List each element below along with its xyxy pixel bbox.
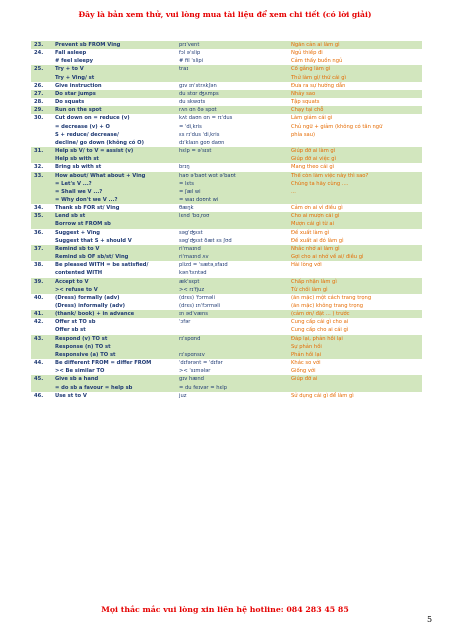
table-row bbox=[31, 343, 422, 351]
pronunciation: rɪˈspɑnd bbox=[177, 335, 289, 343]
row-number: 45. bbox=[31, 375, 53, 383]
row-number bbox=[31, 220, 53, 228]
english-phrase: (Dress) formally (adv) bbox=[53, 294, 177, 302]
english-phrase: Thank sb FOR st/ Ving bbox=[53, 204, 177, 212]
vietnamese-meaning: Mượn cái gì từ ai bbox=[289, 220, 422, 228]
row-number bbox=[31, 74, 53, 82]
row-number: 31. bbox=[31, 147, 53, 155]
english-phrase: Accept to V bbox=[53, 278, 177, 286]
row-number: 24. bbox=[31, 49, 53, 57]
vietnamese-meaning: Cung cấp cái gì cho ai bbox=[289, 318, 422, 326]
row-number bbox=[31, 139, 53, 147]
vietnamese-meaning: Chủ ngữ + giảm (không có tân ngữ bbox=[289, 123, 422, 131]
row-number: 25. bbox=[31, 65, 53, 73]
table-row bbox=[31, 188, 422, 196]
table-row bbox=[31, 57, 422, 65]
table-row bbox=[31, 261, 422, 269]
pronunciation: θæŋk bbox=[177, 204, 289, 212]
row-number: 35. bbox=[31, 212, 53, 220]
table-row bbox=[31, 269, 422, 277]
pronunciation: ˈɔfər bbox=[177, 318, 289, 326]
vietnamese-meaning: Đề xuất làm gì bbox=[289, 229, 422, 237]
row-number bbox=[31, 384, 53, 392]
vietnamese-meaning: Cảm ơn ai vì điều gì bbox=[289, 204, 422, 212]
row-number: 28. bbox=[31, 98, 53, 106]
english-phrase: Remind sb to V bbox=[53, 245, 177, 253]
table-row bbox=[31, 375, 422, 383]
english-phrase: Bring sb with st bbox=[53, 163, 177, 171]
page-number: 5 bbox=[427, 615, 433, 624]
table-row bbox=[31, 65, 422, 73]
vietnamese-meaning bbox=[289, 196, 422, 204]
row-number: 32. bbox=[31, 163, 53, 171]
table-row bbox=[31, 74, 422, 82]
table-row bbox=[31, 139, 422, 147]
row-number: 44. bbox=[31, 359, 53, 367]
table-row bbox=[31, 294, 422, 302]
pronunciation: (drɛs) ˈfɔrməli bbox=[177, 294, 289, 302]
vietnamese-meaning: Từ chối làm gì bbox=[289, 286, 422, 294]
vietnamese-meaning: Cho ai mượn cái gì bbox=[289, 212, 422, 220]
vietnamese-meaning: Sử dụng cái gì để làm gì bbox=[289, 392, 422, 400]
english-phrase: contented WITH bbox=[53, 269, 177, 277]
table-row bbox=[31, 147, 422, 155]
vietnamese-meaning: Giúp đỡ ai việc gì bbox=[289, 155, 422, 163]
pronunciation bbox=[177, 220, 289, 228]
row-number bbox=[31, 269, 53, 277]
english-phrase: # feel sleepy bbox=[53, 57, 177, 65]
row-number: 39. bbox=[31, 278, 53, 286]
row-number bbox=[31, 196, 53, 204]
table-row bbox=[31, 204, 422, 212]
english-phrase: (thank/ book) + in advance bbox=[53, 310, 177, 318]
row-number bbox=[31, 302, 53, 310]
table-row bbox=[31, 114, 422, 122]
row-number bbox=[31, 131, 53, 139]
pronunciation: = lɛts bbox=[177, 180, 289, 188]
row-number: 29. bbox=[31, 106, 53, 114]
table-row bbox=[31, 335, 422, 343]
pronunciation: prɪˈvent bbox=[177, 41, 289, 49]
vietnamese-meaning: Giúp đỡ ai làm gì bbox=[289, 147, 422, 155]
english-phrase: Remind sb OF sb/st/ Ving bbox=[53, 253, 177, 261]
table-row bbox=[31, 237, 422, 245]
vietnamese-meaning: Ngủ thiếp đi bbox=[289, 49, 422, 57]
vietnamese-meaning: Cung cấp cho ai cái gì bbox=[289, 326, 422, 334]
table-row bbox=[31, 351, 422, 359]
vietnamese-meaning: Tập squats bbox=[289, 98, 422, 106]
pronunciation: ækˈsɛpt bbox=[177, 278, 289, 286]
vietnamese-meaning: Giống với bbox=[289, 367, 422, 375]
pronunciation: juz bbox=[177, 392, 289, 400]
english-phrase: >< refuse to V bbox=[53, 286, 177, 294]
table-row bbox=[31, 123, 422, 131]
pronunciation: səgˈʤɛst ðæt ɛs ʃʊd bbox=[177, 237, 289, 245]
english-phrase: = Why don't we V ...? bbox=[53, 196, 177, 204]
english-phrase: Suggest that S + should V bbox=[53, 237, 177, 245]
pronunciation: haʊ əˈbaʊt wɑt əˈbaʊt bbox=[177, 172, 289, 180]
vocabulary-table bbox=[31, 41, 422, 400]
vietnamese-meaning: Cố gắng làm gì bbox=[289, 65, 422, 73]
table-row bbox=[31, 302, 422, 310]
vietnamese-meaning: Làm giảm cái gì bbox=[289, 114, 422, 122]
table-row bbox=[31, 90, 422, 98]
row-number bbox=[31, 367, 53, 375]
pronunciation: = ʃæl wi bbox=[177, 188, 289, 196]
table-row bbox=[31, 155, 422, 163]
english-phrase: = decrease (v) + O bbox=[53, 123, 177, 131]
english-phrase: Offer sb st bbox=[53, 326, 177, 334]
vietnamese-meaning: Nhảy sao bbox=[289, 90, 422, 98]
english-phrase: Fall asleep bbox=[53, 49, 177, 57]
row-number: 46. bbox=[31, 392, 53, 400]
table-row bbox=[31, 106, 422, 114]
english-phrase: Do star jumps bbox=[53, 90, 177, 98]
table-row bbox=[31, 41, 422, 49]
row-number: 40. bbox=[31, 294, 53, 302]
table-row bbox=[31, 278, 422, 286]
vietnamese-meaning: Sự phản hồi bbox=[289, 343, 422, 351]
table-row bbox=[31, 229, 422, 237]
table-row bbox=[31, 49, 422, 57]
row-number: 43. bbox=[31, 335, 53, 343]
vietnamese-meaning: Đáp lại, phản hồi lại bbox=[289, 335, 422, 343]
english-phrase: Responsive (a) TO st bbox=[53, 351, 177, 359]
vietnamese-meaning: Hài lòng với bbox=[289, 261, 422, 269]
pronunciation: dɪˈklaɪn goʊ daʊn bbox=[177, 139, 289, 147]
pronunciation: kənˈtɛntəd bbox=[177, 269, 289, 277]
pronunciation: kʌt daʊn ɑn = rɪˈdus bbox=[177, 114, 289, 122]
pronunciation: gɪv hænd bbox=[177, 375, 289, 383]
preview-notice: Đây là bản xem thử, vui lòng mua tài liệu để xem chi tiết (có lời giải) bbox=[78, 10, 372, 19]
vietnamese-meaning: Đưa ra sự hướng dẫn bbox=[289, 82, 422, 90]
english-phrase: Run on the spot bbox=[53, 106, 177, 114]
table-row bbox=[31, 318, 422, 326]
hotline-footer: Mọi thắc mắc vui lòng xin liên hệ hotline: 084 283 45 85 bbox=[101, 605, 349, 614]
english-phrase: Respond (v) TO st bbox=[53, 335, 177, 343]
english-phrase: = Shall we V ...? bbox=[53, 188, 177, 196]
table-row bbox=[31, 196, 422, 204]
vietnamese-meaning: Nhắc nhở ai làm gì bbox=[289, 245, 422, 253]
vietnamese-meaning: Phản hồi lại bbox=[289, 351, 422, 359]
vietnamese-meaning: Giúp đỡ ai bbox=[289, 375, 422, 383]
pronunciation: ɪn ədˈvæns bbox=[177, 310, 289, 318]
english-phrase: Offer st TO sb bbox=[53, 318, 177, 326]
row-number: 37. bbox=[31, 245, 53, 253]
english-phrase: Cut down on = reduce (v) bbox=[53, 114, 177, 122]
table-row bbox=[31, 163, 422, 171]
table-row bbox=[31, 310, 422, 318]
pronunciation: >< rɪˈfjuz bbox=[177, 286, 289, 294]
table-row bbox=[31, 245, 422, 253]
english-phrase: Suggest + Ving bbox=[53, 229, 177, 237]
english-phrase: = do sb a favour = help sb bbox=[53, 384, 177, 392]
english-phrase: = Let's V ...? bbox=[53, 180, 177, 188]
table-row bbox=[31, 359, 422, 367]
english-phrase: S + reduce/ decrease/ bbox=[53, 131, 177, 139]
row-number bbox=[31, 351, 53, 359]
english-phrase: Do squats bbox=[53, 98, 177, 106]
vietnamese-meaning: Chúng ta hãy cùng .... bbox=[289, 180, 422, 188]
pronunciation: brɪŋ bbox=[177, 163, 289, 171]
english-phrase: Be pleased WITH = be satisfied/ bbox=[53, 261, 177, 269]
table-row bbox=[31, 82, 422, 90]
table-row bbox=[31, 131, 422, 139]
pronunciation: riˈmaɪnd bbox=[177, 245, 289, 253]
table-row bbox=[31, 367, 422, 375]
english-phrase: Help sb with st bbox=[53, 155, 177, 163]
english-phrase: Borrow st FROM sb bbox=[53, 220, 177, 228]
row-number: 23. bbox=[31, 41, 53, 49]
row-number: 38. bbox=[31, 261, 53, 269]
pronunciation: riˈmaɪnd ʌv bbox=[177, 253, 289, 261]
vietnamese-meaning bbox=[289, 139, 422, 147]
table-row bbox=[31, 212, 422, 220]
row-number bbox=[31, 57, 53, 65]
pronunciation: >< ˈsɪmələr bbox=[177, 367, 289, 375]
row-number bbox=[31, 253, 53, 261]
vietnamese-meaning: Mang theo cái gì bbox=[289, 163, 422, 171]
vietnamese-meaning: Thế còn làm việc này thì sao? bbox=[289, 172, 422, 180]
pronunciation: ˈdɪfərənt = ˈdɪfər bbox=[177, 359, 289, 367]
pronunciation: du stɑr ʤʌmps bbox=[177, 90, 289, 98]
english-phrase: Try + Ving/ st bbox=[53, 74, 177, 82]
english-phrase: decline/ go down (không có O) bbox=[53, 139, 177, 147]
row-number: 33. bbox=[31, 172, 53, 180]
pronunciation: du skwɑts bbox=[177, 98, 289, 106]
row-number: 30. bbox=[31, 114, 53, 122]
pronunciation bbox=[177, 74, 289, 82]
english-phrase: Prevent sb FROM Ving bbox=[53, 41, 177, 49]
table-row bbox=[31, 392, 422, 400]
vietnamese-meaning: Đề xuất ai đó làm gì bbox=[289, 237, 422, 245]
pronunciation: = du feɪvər = hɛlp bbox=[177, 384, 289, 392]
english-phrase: Use st to V bbox=[53, 392, 177, 400]
row-number: 42. bbox=[31, 318, 53, 326]
pronunciation: rʌn ɑn ðə spɑt bbox=[177, 106, 289, 114]
pronunciation: (drɛs) ɪnˈfɔrməli bbox=[177, 302, 289, 310]
row-number bbox=[31, 188, 53, 196]
table-row bbox=[31, 286, 422, 294]
row-number bbox=[31, 326, 53, 334]
row-number bbox=[31, 286, 53, 294]
table-row bbox=[31, 220, 422, 228]
row-number bbox=[31, 123, 53, 131]
table-row bbox=[31, 253, 422, 261]
vietnamese-meaning: Chấp nhận làm gì bbox=[289, 278, 422, 286]
pronunciation: traɪ bbox=[177, 65, 289, 73]
pronunciation bbox=[177, 343, 289, 351]
pronunciation: plizd = ˈsætəˌsfaɪd bbox=[177, 261, 289, 269]
row-number: 34. bbox=[31, 204, 53, 212]
row-number: 27. bbox=[31, 90, 53, 98]
vietnamese-meaning: Khác so với bbox=[289, 359, 422, 367]
vietnamese-meaning: Gợi cho ai nhớ về ai/ điều gì bbox=[289, 253, 422, 261]
table-row bbox=[31, 98, 422, 106]
table-row bbox=[31, 180, 422, 188]
row-number bbox=[31, 343, 53, 351]
row-number bbox=[31, 155, 53, 163]
row-number: 41. bbox=[31, 310, 53, 318]
vietnamese-meaning: phía sau) bbox=[289, 131, 422, 139]
pronunciation: səgˈʤɛst bbox=[177, 229, 289, 237]
pronunciation: lɛnd ˈbɑˌroʊ bbox=[177, 212, 289, 220]
row-number: 26. bbox=[31, 82, 53, 90]
english-phrase: Response (n) TO st bbox=[53, 343, 177, 351]
english-phrase: Give instruction bbox=[53, 82, 177, 90]
table-row bbox=[31, 384, 422, 392]
vietnamese-meaning bbox=[289, 384, 422, 392]
english-phrase: (Dress) informally (adv) bbox=[53, 302, 177, 310]
pronunciation bbox=[177, 326, 289, 334]
pronunciation: ɛs rɪˈdus ˈdiˌkris bbox=[177, 131, 289, 139]
vietnamese-meaning: (ăn mặc) không trang trọng bbox=[289, 302, 422, 310]
english-phrase: Be different FROM = differ FROM bbox=[53, 359, 177, 367]
vietnamese-meaning: Cảm thấy buồn ngủ bbox=[289, 57, 422, 65]
table-row bbox=[31, 172, 422, 180]
pronunciation: hɛlp = əˈsɪst bbox=[177, 147, 289, 155]
english-phrase: Help sb V/ to V = assist (v) bbox=[53, 147, 177, 155]
english-phrase: >< Be similar TO bbox=[53, 367, 177, 375]
pronunciation bbox=[177, 155, 289, 163]
row-number bbox=[31, 237, 53, 245]
pronunciation: = ˈdiˌkris bbox=[177, 123, 289, 131]
pronunciation: fɔl əˈslip bbox=[177, 49, 289, 57]
pronunciation: = waɪ doʊnt wi bbox=[177, 196, 289, 204]
vietnamese-meaning bbox=[289, 269, 422, 277]
english-phrase: Give sb a hand bbox=[53, 375, 177, 383]
english-phrase: Try + to V bbox=[53, 65, 177, 73]
vietnamese-meaning: ... bbox=[289, 188, 422, 196]
row-number: 36. bbox=[31, 229, 53, 237]
vietnamese-meaning: (ăn mặc) một cách trang trọng bbox=[289, 294, 422, 302]
pronunciation: gɪv ɪnˈstrʌkʃən bbox=[177, 82, 289, 90]
vietnamese-meaning: (cảm ơn/ đặt ... ) trước bbox=[289, 310, 422, 318]
pronunciation: rɪˈspɑnsɪv bbox=[177, 351, 289, 359]
table-row bbox=[31, 326, 422, 334]
pronunciation: # fil ˈslipi bbox=[177, 57, 289, 65]
english-phrase: How about/ What about + Ving bbox=[53, 172, 177, 180]
row-number bbox=[31, 180, 53, 188]
vietnamese-meaning: Chạy tại chỗ bbox=[289, 106, 422, 114]
vietnamese-meaning: Ngăn cản ai làm gì bbox=[289, 41, 422, 49]
english-phrase: Lend sb st bbox=[53, 212, 177, 220]
vietnamese-meaning: Thử làm gì/ thứ cái gì bbox=[289, 74, 422, 82]
